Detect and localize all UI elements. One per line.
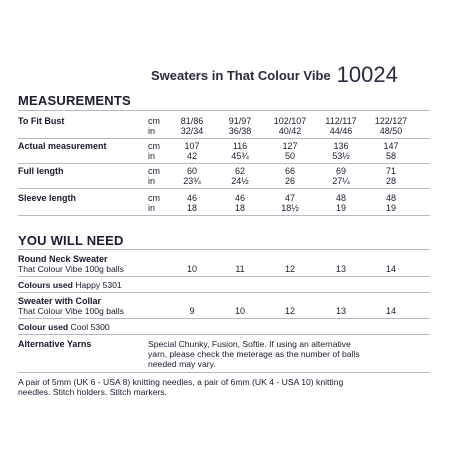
row-label-sleeve-length: Sleeve length (18, 193, 77, 203)
row-divider (18, 276, 430, 277)
alternative-yarns-label: Alternative Yarns (18, 339, 92, 349)
pattern-title-text: Sweaters in That Colour Vibe (151, 68, 331, 83)
cell: 122/127 (374, 116, 408, 126)
cell: 18 (186, 203, 197, 213)
cell: 71 (385, 166, 396, 176)
cell: 116 (232, 141, 248, 151)
pattern-title (151, 60, 398, 86)
unit-cm: cm (148, 193, 160, 203)
cell: 24½ (231, 176, 249, 186)
row-divider (18, 318, 430, 319)
cell: 44/46 (329, 126, 353, 136)
cell: 13 (335, 306, 346, 316)
you-will-need-heading: YOU WILL NEED (18, 233, 124, 248)
cell: 48/50 (379, 126, 403, 136)
cell: 42 (186, 151, 197, 161)
row-divider (18, 372, 430, 373)
colour-used-label: Colour used (18, 322, 69, 332)
cell: 18½ (281, 203, 299, 213)
alternative-yarns-line: needed may vary. (148, 359, 216, 369)
cell: 46 (234, 193, 245, 203)
cell: 9 (189, 306, 195, 316)
cell: 102/107 (273, 116, 307, 126)
unit-cm: cm (148, 141, 160, 151)
cell: 12 (284, 264, 295, 274)
row-divider (18, 138, 430, 139)
row-divider (18, 215, 430, 216)
cell: 10 (234, 306, 245, 316)
row-divider (18, 163, 430, 164)
measurements-heading-rule (18, 110, 430, 111)
round-neck-yarn: That Colour Vibe 100g balls (18, 264, 124, 274)
row-divider (18, 188, 430, 189)
cell: 46 (186, 193, 197, 203)
cell: 69 (335, 166, 346, 176)
cell: 14 (385, 264, 396, 274)
cell: 26 (284, 176, 295, 186)
cell: 127 (282, 141, 298, 151)
cell: 19 (335, 203, 346, 213)
cell: 23¾ (183, 176, 201, 186)
needles-note-line: A pair of 5mm (UK 6 - USA 8) knitting needles, a pair of 6mm (UK 4 - USA 10) knitting (18, 377, 344, 387)
pattern-number: 10024 (336, 62, 398, 87)
cell: 28 (385, 176, 396, 186)
cell: 81/86 (180, 116, 204, 126)
cell: 18 (234, 203, 245, 213)
cell: 13 (335, 264, 346, 274)
cell: 53½ (332, 151, 350, 161)
you-will-need-heading-rule (18, 249, 430, 250)
cell: 107 (184, 141, 200, 151)
unit-cm: cm (148, 116, 160, 126)
cell: 27¼ (332, 176, 350, 186)
cell: 10 (186, 264, 197, 274)
cell: 66 (284, 166, 295, 176)
colour-used-line (18, 322, 110, 332)
cell: 58 (385, 151, 396, 161)
unit-in: in (148, 176, 156, 186)
alternative-yarns-line: yarn, please check the meterage as the number of balls (148, 349, 360, 359)
cell: 36/38 (228, 126, 252, 136)
row-label-full-length: Full length (18, 166, 64, 176)
colours-used-line (18, 280, 122, 290)
needles-note-line: needles. Stitch holders. Stitch markers. (18, 387, 168, 397)
colours-used-value: Happy 5301 (75, 280, 122, 290)
collar-yarn: That Colour Vibe 100g balls (18, 306, 124, 316)
row-divider (18, 292, 430, 293)
cell: 50 (284, 151, 295, 161)
unit-cm: cm (148, 166, 160, 176)
cell: 62 (234, 166, 245, 176)
round-neck-title: Round Neck Sweater (18, 254, 108, 264)
cell: 48 (385, 193, 396, 203)
cell: 14 (385, 306, 396, 316)
cell: 112/117 (325, 116, 357, 126)
cell: 19 (385, 203, 396, 213)
cell: 45¾ (231, 151, 249, 161)
row-label-to-fit-bust: To Fit Bust (18, 116, 65, 126)
cell: 147 (383, 141, 399, 151)
cell: 40/42 (278, 126, 302, 136)
measurements-heading: MEASUREMENTS (18, 93, 131, 108)
cell: 12 (284, 306, 295, 316)
cell: 48 (335, 193, 346, 203)
colours-used-label: Colours used (18, 280, 73, 290)
cell: 32/34 (180, 126, 204, 136)
cell: 60 (186, 166, 197, 176)
row-divider (18, 334, 430, 335)
cell: 47 (284, 193, 295, 203)
row-label-actual-measurement: Actual measurement (18, 141, 107, 151)
colour-used-value: Cool 5300 (70, 322, 110, 332)
unit-in: in (148, 151, 156, 161)
cell: 11 (235, 264, 245, 274)
alternative-yarns-line: Special Chunky, Fusion, Softie. If using an alternative (148, 339, 351, 349)
collar-title: Sweater with Collar (18, 296, 102, 306)
cell: 136 (333, 141, 349, 151)
cell: 91/97 (228, 116, 252, 126)
unit-in: in (148, 203, 156, 213)
unit-in: in (148, 126, 156, 136)
